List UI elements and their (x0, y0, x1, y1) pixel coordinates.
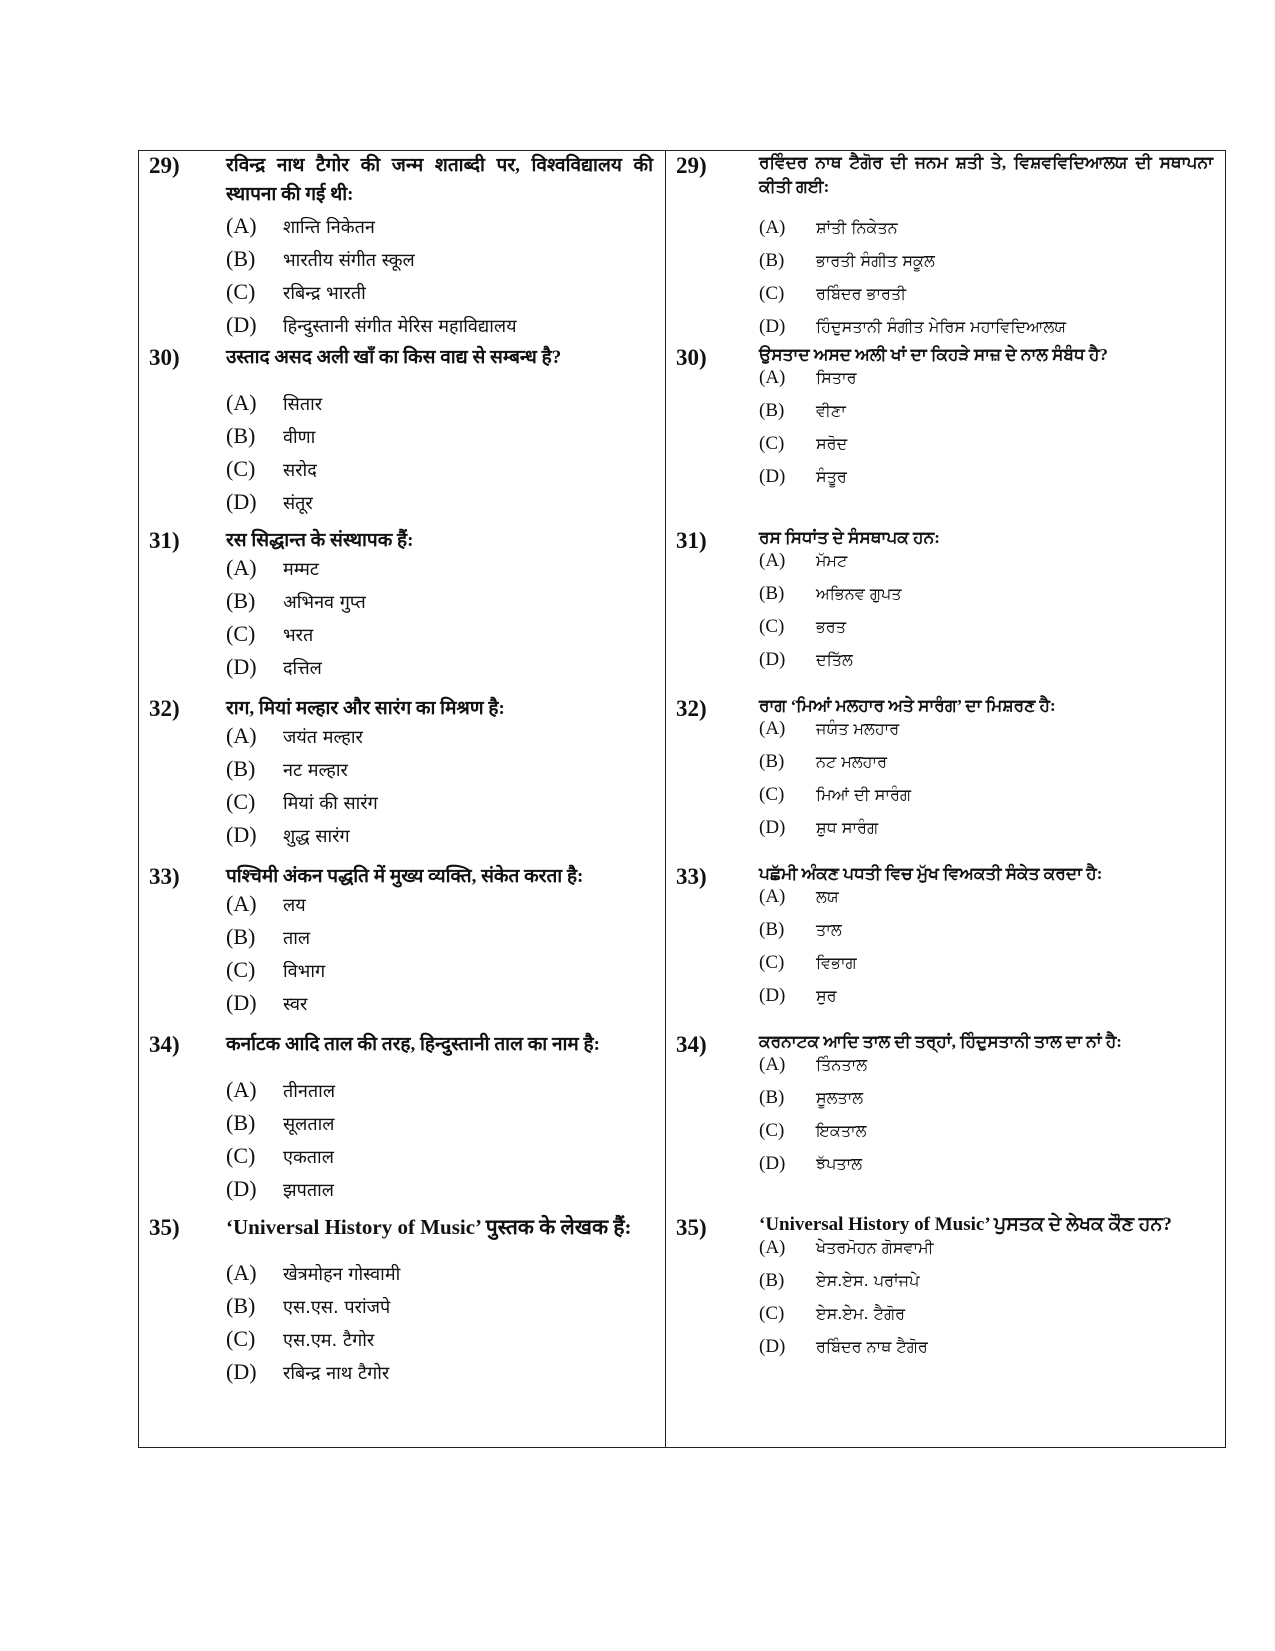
option-text: ਰਬਿੰਦਰ ਭਾਰਤੀ (816, 284, 907, 303)
question-number: 32) (149, 696, 180, 721)
option-text: मियां की सारंग (283, 793, 378, 814)
option-label: (B) (226, 756, 256, 781)
option-b (759, 250, 1225, 283)
question-number: 33) (149, 864, 180, 889)
option-d (226, 990, 665, 1023)
option-a (759, 1054, 1225, 1087)
option-b (759, 583, 1225, 616)
option-label: (C) (226, 279, 256, 304)
option-c (226, 456, 665, 489)
option-b (226, 1293, 665, 1326)
option-c (759, 784, 1225, 817)
question-text: ‘Universal History of Music’ पुस्तक के लेखक हैं: (226, 1215, 632, 1239)
option-label: (C) (226, 1326, 256, 1351)
option-text: ਏਸ.ਏਮ. ਟੈਗੋਰ (816, 1304, 906, 1323)
option-d (226, 1176, 665, 1209)
option-text: शुद्ध सारंग (283, 826, 350, 847)
option-c (759, 433, 1225, 466)
option-label: (D) (226, 312, 257, 337)
option-a (759, 217, 1225, 250)
question-number: 31) (676, 528, 707, 553)
option-label: (B) (226, 246, 256, 271)
option-c (226, 621, 665, 654)
option-text: ਭਰਤ (816, 617, 846, 636)
question-text: ਪਛੱਮੀ ਅੰਕਣ ਪਧਤੀ ਵਿਚ ਮੁੱਖ ਵਿਅਕਤੀ ਸੰਕੇਤ ਕਰਦਾ ਹੈ: (759, 864, 1103, 883)
question-text: पश्चिमी अंकन पद्धति में मुख्य व्यक्ति, संकेत करता है: (226, 866, 584, 887)
question-number: 31) (149, 528, 180, 553)
question-number: 34) (676, 1032, 707, 1057)
question-31-punjabi (666, 526, 1225, 682)
option-label: (A) (226, 723, 257, 748)
question-text: कर्नाटक आदि ताल की तरह, हिन्दुस्तानी ताल का नाम है: (226, 1034, 600, 1055)
option-a (226, 1077, 665, 1110)
question-number: 30) (149, 345, 180, 370)
option-b (226, 924, 665, 957)
option-text: ਸੁਰ (816, 986, 837, 1005)
option-a (226, 213, 665, 246)
option-text: ਏਸ.ਏਸ. ਪਰਾਂਜਪੇ (816, 1271, 920, 1290)
option-text: शान्ति निकेतन (283, 217, 375, 238)
option-label: (D) (226, 990, 257, 1015)
option-text: वीणा (283, 427, 316, 448)
option-label: (C) (759, 433, 785, 454)
option-label: (A) (759, 886, 786, 907)
question-text: ਕਰਨਾਟਕ ਆਦਿ ਤਾਲ ਦੀ ਤਰ੍ਹਾਂ, ਹਿੰਦੁਸਤਾਨੀ ਤਾਲ ਦਾ ਨਾਂ ਹੈ: (759, 1032, 1122, 1051)
question-29-punjabi (666, 151, 1225, 349)
option-label: (D) (226, 1359, 257, 1384)
question-35-hindi (139, 1213, 665, 1392)
question-number: 29) (149, 153, 180, 178)
option-text: ਦਤਿੱਲ (816, 650, 853, 669)
option-label: (D) (759, 985, 786, 1006)
option-text: ਵਿਭਾਗ (816, 953, 857, 972)
option-text: खेत्रमोहन गोस्वामी (283, 1264, 401, 1285)
option-label: (D) (759, 316, 786, 337)
option-label: (B) (226, 588, 256, 613)
option-a (759, 367, 1225, 400)
option-text: मम्मट (283, 559, 319, 580)
option-label: (B) (226, 924, 256, 949)
option-text: लय (283, 895, 306, 916)
option-text: ਖੇਤਰਮੋਹਨ ਗੋਸਵਾਮੀ (816, 1238, 934, 1257)
option-c (759, 1303, 1225, 1336)
option-label: (B) (226, 423, 256, 448)
option-c (759, 1120, 1225, 1153)
option-label: (A) (759, 367, 786, 388)
option-label: (B) (226, 1293, 256, 1318)
option-d (226, 822, 665, 855)
question-number: 32) (676, 696, 707, 721)
option-d (759, 466, 1225, 499)
option-text: ਜਯੰਤ ਮਲਹਾਰ (816, 719, 900, 738)
question-34-punjabi (666, 1030, 1225, 1186)
option-label: (C) (226, 621, 256, 646)
question-32-punjabi (666, 694, 1225, 850)
option-b (226, 1110, 665, 1143)
option-label: (D) (226, 489, 257, 514)
option-text: एस.एम. टैगोर (283, 1330, 375, 1351)
option-text: विभाग (283, 961, 326, 982)
option-text: ਸੂਲਤਾਲ (816, 1088, 864, 1107)
question-text: रविन्द्र नाथ टैगोर की जन्म शताब्दी पर, विश्वविद्यालय की स्थापना की गई थी: (226, 155, 653, 205)
question-29-hindi (139, 151, 665, 345)
option-d (759, 649, 1225, 682)
option-text: रबिन्द्र भारती (283, 283, 366, 304)
option-label: (B) (759, 751, 785, 772)
option-label: (C) (226, 957, 256, 982)
option-text: हिन्दुस्तानी संगीत मेरिस महाविद्यालय (283, 316, 517, 337)
option-c (226, 1143, 665, 1176)
option-label: (A) (759, 550, 786, 571)
option-a (759, 718, 1225, 751)
question-32-hindi (139, 694, 665, 855)
option-text: तीनताल (283, 1081, 336, 1102)
question-number: 30) (676, 345, 707, 370)
question-number: 33) (676, 864, 707, 889)
option-label: (B) (759, 400, 785, 421)
option-label: (B) (759, 250, 785, 271)
question-34-hindi (139, 1030, 665, 1209)
option-label: (B) (759, 1087, 785, 1108)
question-number: 29) (676, 153, 707, 178)
option-label: (C) (226, 1143, 256, 1168)
option-d (226, 312, 665, 345)
question-33-punjabi (666, 862, 1225, 1018)
option-label: (B) (759, 919, 785, 940)
option-label: (B) (759, 1270, 785, 1291)
question-31-hindi (139, 526, 665, 687)
option-text: रबिन्द्र नाथ टैगोर (283, 1363, 390, 1384)
option-label: (A) (759, 1054, 786, 1075)
option-label: (D) (759, 466, 786, 487)
question-text: उस्ताद असद अली खाँ का किस वाद्य से सम्बन्ध है? (226, 347, 562, 368)
question-text: ਉਸਤਾਦ ਅਸਦ ਅਲੀ ਖਾਂ ਦਾ ਕਿਹੜੇ ਸਾਜ਼ ਦੇ ਨਾਲ ਸੰਬੰਧ ਹੈ? (759, 345, 1108, 364)
option-text: ਤਾਲ (816, 920, 842, 939)
option-a (226, 1260, 665, 1293)
hindi-column (139, 151, 666, 1447)
option-label: (A) (226, 1260, 257, 1285)
option-text: ਸਰੋਦ (816, 434, 848, 453)
option-c (759, 952, 1225, 985)
option-label: (A) (759, 217, 786, 238)
question-33-hindi (139, 862, 665, 1023)
option-label: (D) (759, 1336, 786, 1357)
option-text: भरत (283, 625, 314, 646)
option-text: ਸ਼ੁਧ ਸਾਰੰਗ (816, 818, 879, 837)
option-label: (C) (759, 784, 785, 805)
option-a (226, 555, 665, 588)
option-text: ਮੱਮਟ (816, 551, 848, 570)
option-d (226, 1359, 665, 1392)
option-a (759, 1237, 1225, 1270)
option-b (759, 919, 1225, 952)
option-text: संतूर (283, 493, 313, 514)
option-d (226, 654, 665, 687)
option-label: (D) (226, 654, 257, 679)
question-30-hindi (139, 343, 665, 522)
option-label: (C) (226, 456, 256, 481)
question-text: रस सिद्धान्त के संस्थापक हैं: (226, 530, 414, 551)
option-text: ਸੰਤੂਰ (816, 467, 847, 486)
option-b (226, 423, 665, 456)
option-text: ਲਯ (816, 887, 839, 906)
option-a (226, 891, 665, 924)
option-text: जयंत मल्हार (283, 727, 363, 748)
question-text: ਰਾਗ ‘ਮਿਆਂ ਮਲਹਾਰ ਅਤੇ ਸਾਰੰਗ’ ਦਾ ਮਿਸ਼ਰਣ ਹੈ: (759, 696, 1056, 715)
option-b (759, 400, 1225, 433)
option-b (759, 1087, 1225, 1120)
option-a (226, 723, 665, 756)
option-text: ਭਾਰਤੀ ਸੰਗੀਤ ਸਕੂਲ (816, 251, 935, 270)
option-b (226, 756, 665, 789)
option-label: (D) (226, 822, 257, 847)
option-label: (C) (759, 1120, 785, 1141)
option-text: ਇਕਤਾਲ (816, 1121, 867, 1140)
option-text: एकताल (283, 1147, 334, 1168)
option-text: एस.एस. परांजपे (283, 1297, 391, 1318)
question-35-punjabi (666, 1213, 1225, 1369)
option-text: ताल (283, 928, 311, 949)
question-text: राग, मियां मल्हार और सारंग का मिश्रण है: (226, 698, 505, 719)
option-label: (A) (226, 1077, 257, 1102)
option-text: ਅਭਿਨਵ ਗੁਪਤ (816, 584, 902, 603)
option-label: (B) (226, 1110, 256, 1135)
option-text: ਸਿਤਾਰ (816, 368, 857, 387)
option-text: नट मल्हार (283, 760, 348, 781)
option-c (226, 279, 665, 312)
option-text: ਹਿੰਦੁਸਤਾਨੀ ਸੰਗੀਤ ਮੇਰਿਸ ਮਹਾਵਿਦਿਆਲਯ (816, 317, 1067, 336)
option-text: अभिनव गुप्त (283, 592, 366, 613)
option-a (759, 550, 1225, 583)
option-text: ਵੀਣਾ (816, 401, 846, 420)
option-text: ਰਬਿੰਦਰ ਨਾਥ ਟੈਗੋਰ (816, 1337, 928, 1356)
option-label: (B) (759, 583, 785, 604)
option-text: ਮਿਆਂ ਦੀ ਸਾਰੰਗ (816, 785, 912, 804)
option-c (226, 1326, 665, 1359)
option-text: ਝੱਪਤਾਲ (816, 1154, 863, 1173)
option-label: (A) (759, 1237, 786, 1258)
option-a (226, 390, 665, 423)
option-text: झपताल (283, 1180, 334, 1201)
option-d (759, 1153, 1225, 1186)
question-number: 35) (149, 1215, 180, 1240)
option-label: (A) (226, 891, 257, 916)
option-label: (A) (226, 390, 257, 415)
option-d (759, 985, 1225, 1018)
option-c (759, 283, 1225, 316)
option-label: (A) (226, 213, 257, 238)
option-d (226, 489, 665, 522)
option-text: सरोद (283, 460, 317, 481)
question-text: ਰਸ ਸਿਧਾਂਤ ਦੇ ਸੰਸਥਾਪਕ ਹਨ: (759, 528, 940, 547)
option-label: (C) (226, 789, 256, 814)
option-label: (D) (759, 649, 786, 670)
question-number: 35) (676, 1215, 707, 1240)
option-label: (C) (759, 1303, 785, 1324)
option-label: (D) (759, 1153, 786, 1174)
option-text: भारतीय संगीत स्कूल (283, 250, 415, 271)
option-label: (A) (226, 555, 257, 580)
option-label: (D) (759, 817, 786, 838)
option-c (226, 957, 665, 990)
option-text: दत्तिल (283, 658, 322, 679)
option-text: ਨਟ ਮਲਹਾਰ (816, 752, 888, 771)
question-number: 34) (149, 1032, 180, 1057)
question-text: ਰਵਿੰਦਰ ਨਾਥ ਟੈਗੋਰ ਦੀ ਜਨਮ ਸ਼ਤੀ ਤੇ, ਵਿਸ਼ਵਵਿਦਿਆਲਯ ਦੀ ਸਥਾਪਨਾ ਕੀਤੀ ਗਈ: (759, 153, 1213, 196)
question-30-punjabi (666, 343, 1225, 499)
option-b (759, 751, 1225, 784)
option-label: (C) (759, 616, 785, 637)
option-d (759, 817, 1225, 850)
punjabi-column (666, 151, 1225, 1447)
option-b (759, 1270, 1225, 1303)
option-b (226, 246, 665, 279)
option-label: (C) (759, 283, 785, 304)
option-d (759, 1336, 1225, 1369)
option-label: (D) (226, 1176, 257, 1201)
option-c (226, 789, 665, 822)
option-text: सूलताल (283, 1114, 335, 1135)
option-text: ਸ਼ਾਂਤੀ ਨਿਕੇਤਨ (816, 218, 898, 237)
option-a (759, 886, 1225, 919)
question-text: ‘Universal History of Music’ ਪੁਸਤਕ ਦੇ ਲੇਖਕ ਕੌਣ ਹਨ? (759, 1214, 1172, 1235)
question-table (138, 150, 1226, 1448)
option-text: स्वर (283, 994, 308, 1015)
option-c (759, 616, 1225, 649)
option-label: (A) (759, 718, 786, 739)
option-label: (C) (759, 952, 785, 973)
option-text: सितार (283, 394, 323, 415)
option-b (226, 588, 665, 621)
option-text: ਤਿੰਨਤਾਲ (816, 1055, 868, 1074)
